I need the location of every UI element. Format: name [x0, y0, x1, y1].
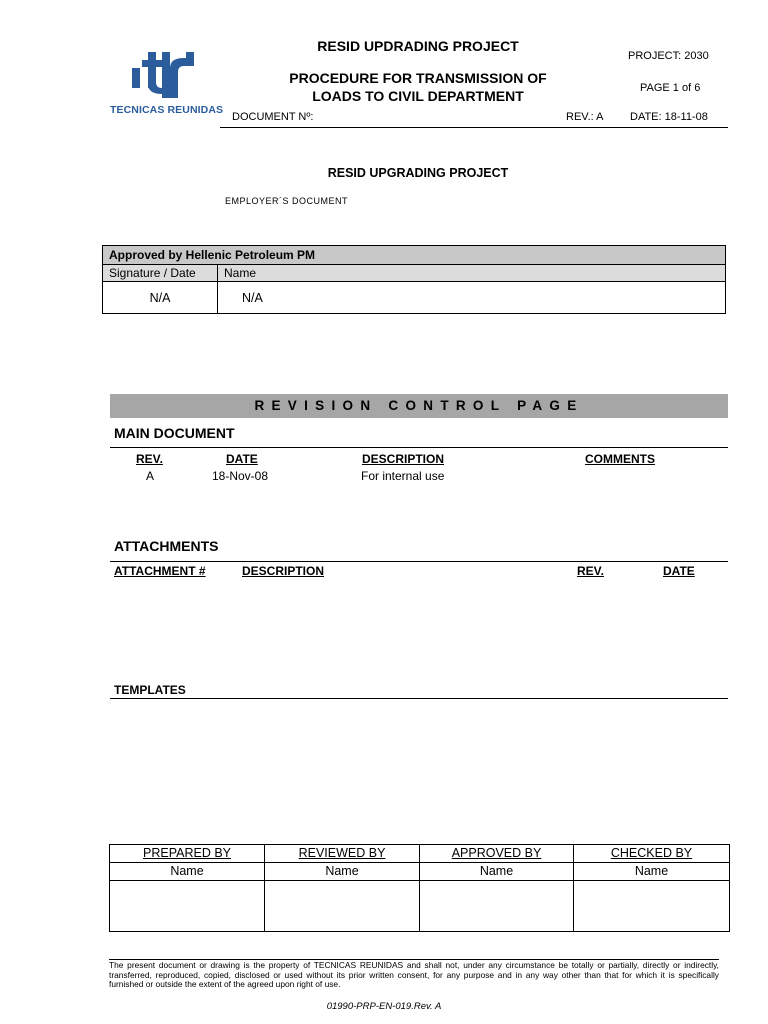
employers-document: EMPLOYER´S DOCUMENT — [225, 196, 349, 206]
attachments-title: ATTACHMENTS — [114, 538, 219, 554]
main-rev-header: REV. — [136, 452, 163, 466]
main-document-title: MAIN DOCUMENT — [114, 425, 235, 441]
checked-by-column — [574, 845, 730, 931]
approved-by-name: Name — [479, 864, 514, 878]
signature-date-value: N/A — [149, 291, 171, 305]
attachment-date-header: DATE — [663, 564, 695, 578]
revision-control-banner: REVISION CONTROL PAGE — [110, 394, 728, 418]
prepared-by-header: PREPARED BY — [143, 846, 231, 860]
project-name: RESID UPDRADING PROJECT — [317, 38, 519, 54]
page-number: PAGE 1 of 6 — [640, 82, 701, 94]
approval-table — [102, 245, 726, 314]
table-row-rev: A — [146, 469, 155, 483]
name-value: N/A — [242, 291, 263, 305]
templates-title: TEMPLATES — [114, 683, 186, 697]
main-comments-header: COMMENTS — [585, 452, 655, 466]
prepared-by-name: Name — [170, 864, 204, 878]
approval-title-row — [103, 246, 725, 265]
main-description-header: DESCRIPTION — [362, 452, 445, 466]
reviewed-by-name: Name — [325, 864, 359, 878]
attachment-description-header: DESCRIPTION — [242, 564, 325, 578]
company-logo — [110, 50, 224, 120]
confidentiality-notice: The present document or drawing is the property of TECNICAS REUNIDAS and shall not, under any circumstance be totally or partially, directly or indirectly, transferred, reproduced, copied, disclosed or used without its prior written consent, for any purpose and in any way other than that for which it is specifically furnished or outside the extent of the agreed upon right of use. — [109, 960, 719, 990]
checked-by-header: CHECKED BY — [610, 846, 693, 860]
tr-logo-icon — [110, 50, 218, 102]
body-title: RESID UPGRADING PROJECT — [327, 166, 509, 180]
name-label: Name — [224, 266, 257, 280]
reviewed-by-column — [265, 845, 420, 931]
header-divider — [220, 127, 728, 128]
approved-by-column — [420, 845, 574, 931]
prepared-by-column — [110, 845, 265, 931]
revision: REV.: A — [566, 111, 604, 123]
attachment-number-header: ATTACHMENT # — [114, 564, 206, 578]
approval-title: Approved by Hellenic Petroleum PM — [109, 248, 316, 262]
document-code: 01990-PRP-EN-019.Rev. A — [326, 1001, 442, 1012]
approval-header-row — [103, 265, 725, 282]
signature-date-label: Signature / Date — [109, 266, 196, 280]
approved-by-header: APPROVED BY — [451, 846, 542, 860]
doc-title-line1: PROCEDURE FOR TRANSMISSION OF — [289, 70, 547, 86]
company-name: TECNICAS REUNIDAS — [110, 104, 224, 116]
table-row-date: 18-Nov-08 — [212, 469, 269, 483]
doc-title-line2: LOADS TO CIVIL DEPARTMENT — [312, 88, 524, 104]
document-number: DOCUMENT Nº: — [232, 111, 314, 123]
attachment-rev-header: REV. — [577, 564, 604, 578]
main-date-header: DATE — [226, 452, 258, 466]
reviewed-by-header: REVIEWED BY — [298, 846, 386, 860]
signature-table — [109, 844, 730, 932]
date: DATE: 18-11-08 — [630, 111, 708, 123]
table-row-description: For internal use — [361, 469, 445, 483]
project-number: PROJECT: 2030 — [628, 50, 709, 62]
checked-by-name: Name — [634, 864, 669, 878]
